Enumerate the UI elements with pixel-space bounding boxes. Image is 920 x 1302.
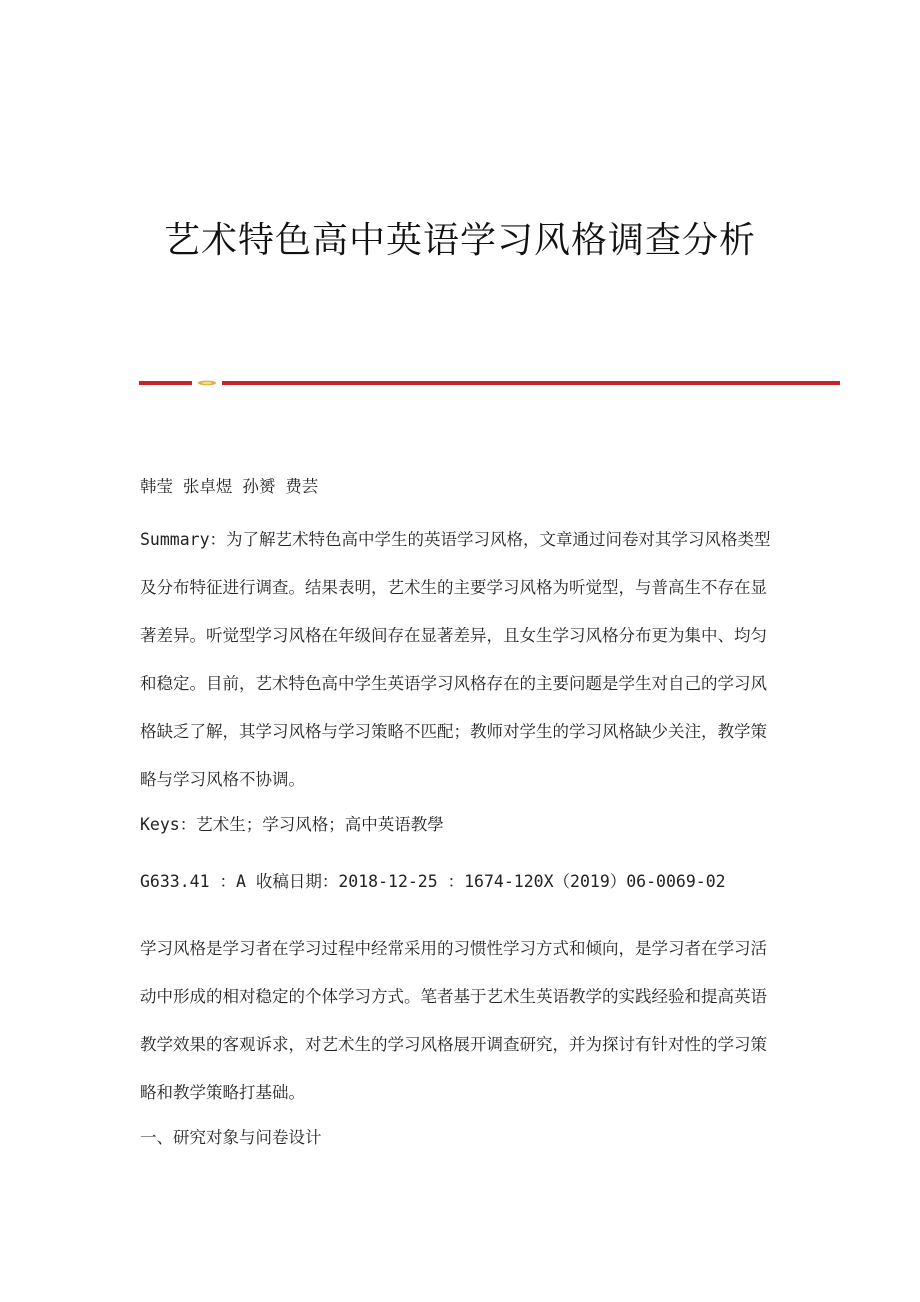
classification-line: G633.41 ：A 收稿日期：2018-12-25 ：1674-120X（2019）06-0069-02 [140, 872, 726, 891]
divider-left-segment [139, 381, 192, 385]
summary-paragraph: Summary：为了解艺术特色高中学生的英语学习风格，文章通过问卷对其学习风格类型及分布特征进行调查。结果表明，艺术生的主要学习风格为听觉型，与普高生不存在显著差异。听觉型学习风格在年级间存在显著差异，且女生学习风格分布更为集中、均匀和稳定。目前，艺术特色高中学生英语学习风格存在的主要问题是学生对自己的学习风格缺乏了解，其学习风格与学习策略不匹配；教师对学生的学习风格缺少关注，教学策略与学习风格不协调。 [140, 530, 771, 789]
author-list: 韩莹 张卓煜 孙赟 费芸 [140, 477, 319, 496]
keywords-line: Keys：艺术生；学习风格；高中英语教學 [140, 815, 444, 834]
intro-paragraph: 学习风格是学习者在学习过程中经常采用的习惯性学习方式和倾向，是学习者在学习活动中形成的相对稳定的个体学习方式。笔者基于艺术生英语教学的实践经验和提高英语教学效果的客观诉求，对艺术生的学习风格展开调查研究，并为探讨有针对性的学习策略和教学策略打基础。 [140, 939, 767, 1102]
divider-ornament-icon [197, 380, 217, 386]
article-title: 艺术特色高中英语学习风格调查分析 [163, 220, 756, 261]
section-heading: 一、研究对象与问卷设计 [140, 1128, 322, 1147]
title-divider [139, 380, 840, 386]
divider-right-segment [222, 381, 840, 385]
